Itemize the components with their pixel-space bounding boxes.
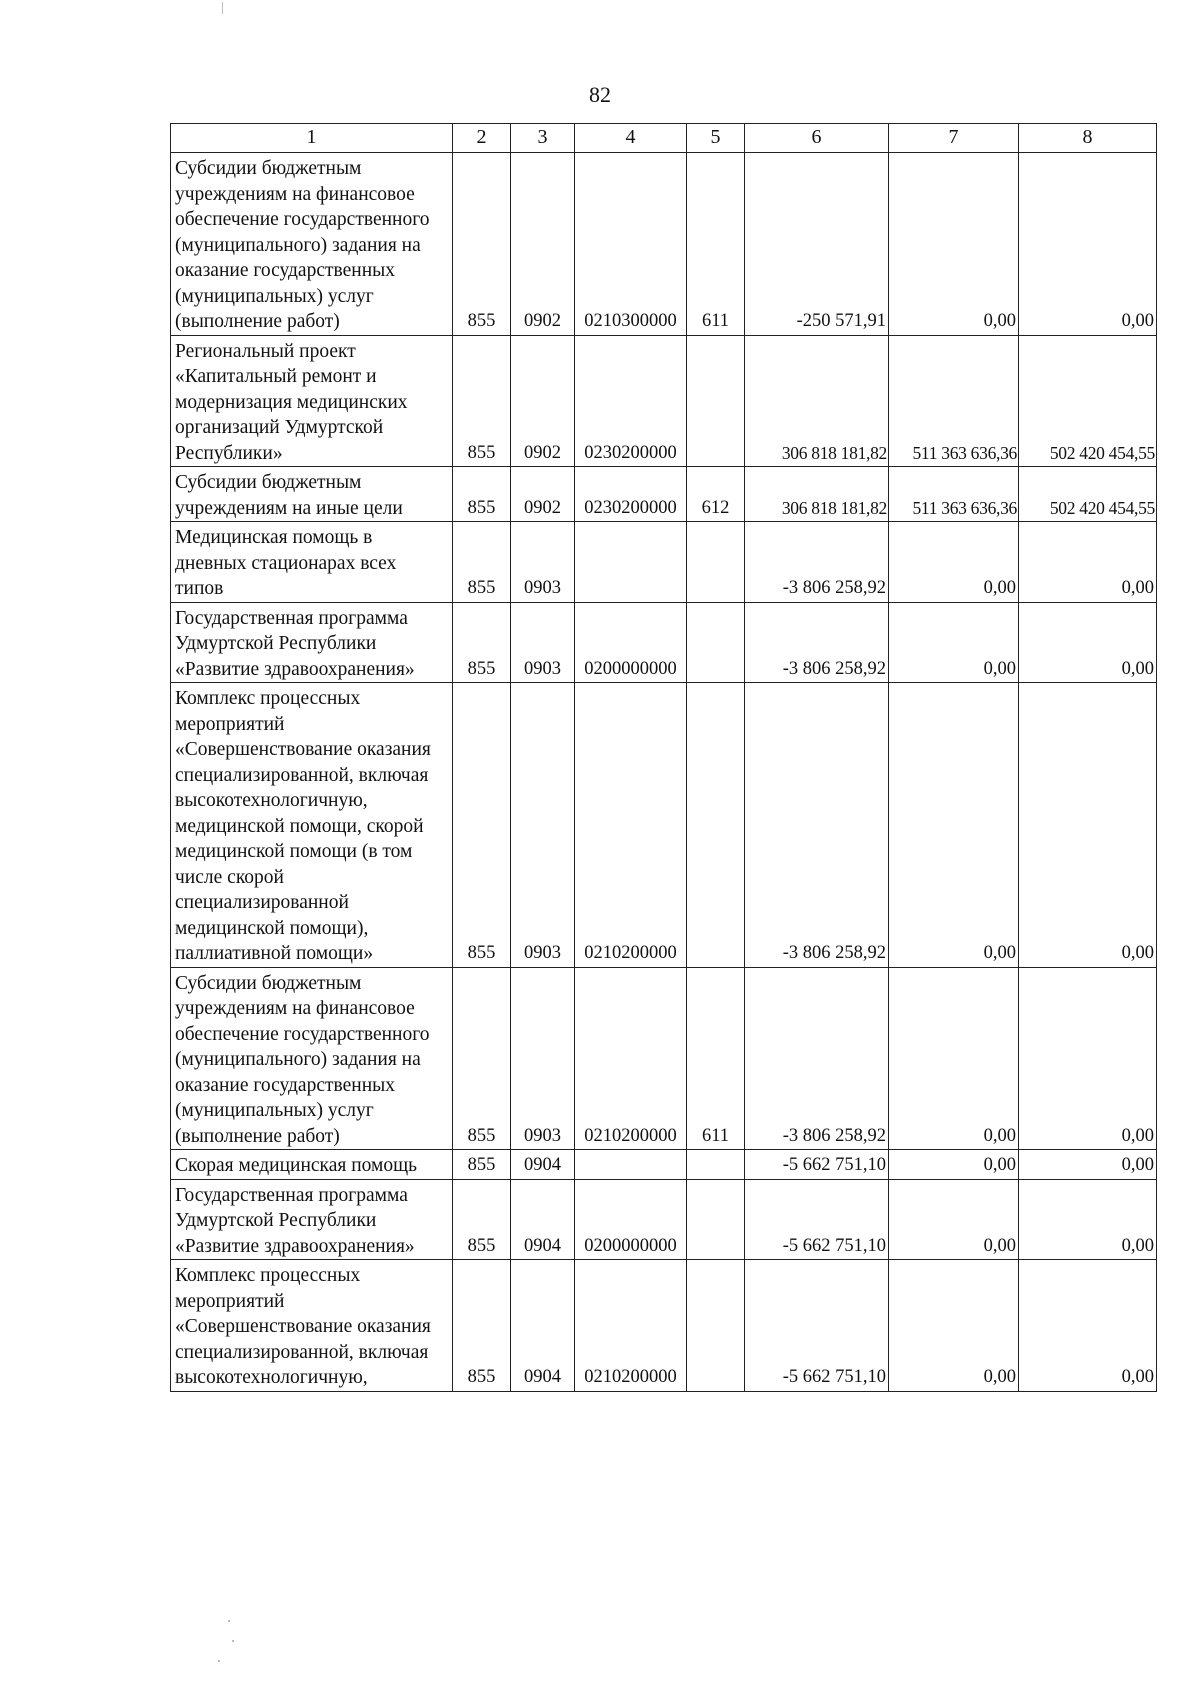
cell-ministry-code: 855 bbox=[453, 522, 511, 603]
cell-ministry-code: 855 bbox=[453, 467, 511, 522]
cell-amount-7: 0,00 bbox=[889, 1150, 1019, 1180]
row-name: Комплекс процессных мероприятий «Совершенствование оказания специализированной, включая высокотехнологичную, медицинской помощи, скорой медицинской помощи (в том числе скорой специализированной медицинской помощи), паллиативной помощи» bbox=[171, 683, 453, 968]
cell-expense-type bbox=[687, 522, 745, 603]
cell-amount-8: 0,00 bbox=[1019, 1179, 1157, 1260]
column-header: 5 bbox=[687, 124, 745, 153]
cell-amount-6: -3 806 258,92 bbox=[745, 967, 889, 1150]
cell-amount-7: 0,00 bbox=[889, 153, 1019, 336]
page-number: 82 bbox=[589, 82, 611, 107]
cell-section-code: 0904 bbox=[511, 1179, 575, 1260]
cell-amount-6: -5 662 751,10 bbox=[745, 1179, 889, 1260]
cell-expense-type: 612 bbox=[687, 467, 745, 522]
table-row bbox=[171, 467, 1157, 522]
cell-amount-7: 511 363 636,36 bbox=[889, 467, 1019, 522]
column-header: 7 bbox=[889, 124, 1019, 153]
cell-target-code bbox=[575, 1150, 687, 1180]
cell-amount-6: 306 818 181,82 bbox=[745, 335, 889, 467]
cell-ministry-code: 855 bbox=[453, 683, 511, 968]
cell-ministry-code: 855 bbox=[453, 1179, 511, 1260]
cell-amount-8: 502 420 454,55 bbox=[1019, 467, 1157, 522]
cell-expense-type bbox=[687, 1150, 745, 1180]
cell-expense-type bbox=[687, 1260, 745, 1392]
cell-target-code: 0210200000 bbox=[575, 967, 687, 1150]
table-row bbox=[171, 522, 1157, 603]
cell-target-code: 0210200000 bbox=[575, 683, 687, 968]
table-row bbox=[171, 967, 1157, 1150]
cell-amount-7: 0,00 bbox=[889, 683, 1019, 968]
cell-expense-type: 611 bbox=[687, 153, 745, 336]
cell-target-code: 0200000000 bbox=[575, 1179, 687, 1260]
column-header: 8 bbox=[1019, 124, 1157, 153]
cell-target-code bbox=[575, 522, 687, 603]
cell-ministry-code: 855 bbox=[453, 602, 511, 683]
cell-section-code: 0903 bbox=[511, 522, 575, 603]
cell-ministry-code: 855 bbox=[453, 335, 511, 467]
cell-section-code: 0902 bbox=[511, 467, 575, 522]
cell-amount-6: -5 662 751,10 bbox=[745, 1260, 889, 1392]
cell-amount-8: 0,00 bbox=[1019, 1150, 1157, 1180]
table-row bbox=[171, 1260, 1157, 1392]
table-row bbox=[171, 153, 1157, 336]
cell-amount-6: 306 818 181,82 bbox=[745, 467, 889, 522]
cell-section-code: 0902 bbox=[511, 335, 575, 467]
table-row bbox=[171, 335, 1157, 467]
column-header: 4 bbox=[575, 124, 687, 153]
cell-target-code: 0210300000 bbox=[575, 153, 687, 336]
row-name: Медицинская помощь в дневных стационарах всех типов bbox=[171, 522, 453, 603]
row-name: Субсидии бюджетным учреждениям на финансовое обеспечение государственного (муниципального) задания на оказание государственных (муниципальных) услуг (выполнение работ) bbox=[171, 967, 453, 1150]
cell-amount-6: -3 806 258,92 bbox=[745, 683, 889, 968]
scan-speck bbox=[222, 2, 223, 14]
cell-target-code: 0230200000 bbox=[575, 335, 687, 467]
table-row bbox=[171, 1150, 1157, 1180]
budget-table bbox=[170, 123, 1157, 1392]
cell-section-code: 0902 bbox=[511, 153, 575, 336]
column-header: 1 bbox=[171, 124, 453, 153]
row-name: Государственная программа Удмуртской Республики «Развитие здравоохранения» bbox=[171, 602, 453, 683]
cell-section-code: 0904 bbox=[511, 1260, 575, 1392]
cell-target-code: 0200000000 bbox=[575, 602, 687, 683]
cell-section-code: 0903 bbox=[511, 683, 575, 968]
column-header: 6 bbox=[745, 124, 889, 153]
row-name: Субсидии бюджетным учреждениям на иные цели bbox=[171, 467, 453, 522]
column-header: 2 bbox=[453, 124, 511, 153]
cell-section-code: 0903 bbox=[511, 967, 575, 1150]
cell-amount-8: 0,00 bbox=[1019, 602, 1157, 683]
cell-amount-7: 0,00 bbox=[889, 602, 1019, 683]
cell-amount-7: 0,00 bbox=[889, 1179, 1019, 1260]
header-row bbox=[171, 124, 1157, 153]
cell-expense-type bbox=[687, 602, 745, 683]
cell-ministry-code: 855 bbox=[453, 1150, 511, 1180]
cell-amount-7: 0,00 bbox=[889, 522, 1019, 603]
table-row bbox=[171, 1179, 1157, 1260]
cell-amount-6: -250 571,91 bbox=[745, 153, 889, 336]
scan-speck bbox=[228, 1620, 230, 1622]
cell-amount-8: 0,00 bbox=[1019, 967, 1157, 1150]
cell-target-code: 0210200000 bbox=[575, 1260, 687, 1392]
cell-amount-7: 0,00 bbox=[889, 1260, 1019, 1392]
scan-speck bbox=[232, 1640, 234, 1642]
cell-expense-type bbox=[687, 1179, 745, 1260]
row-name: Скорая медицинская помощь bbox=[171, 1150, 453, 1180]
cell-amount-6: -3 806 258,92 bbox=[745, 522, 889, 603]
cell-ministry-code: 855 bbox=[453, 153, 511, 336]
cell-expense-type bbox=[687, 335, 745, 467]
cell-target-code: 0230200000 bbox=[575, 467, 687, 522]
cell-amount-6: -3 806 258,92 bbox=[745, 602, 889, 683]
cell-amount-8: 502 420 454,55 bbox=[1019, 335, 1157, 467]
cell-amount-8: 0,00 bbox=[1019, 522, 1157, 603]
cell-amount-7: 511 363 636,36 bbox=[889, 335, 1019, 467]
cell-ministry-code: 855 bbox=[453, 967, 511, 1150]
cell-amount-8: 0,00 bbox=[1019, 1260, 1157, 1392]
row-name: Субсидии бюджетным учреждениям на финансовое обеспечение государственного (муниципального) задания на оказание государственных (муниципальных) услуг (выполнение работ) bbox=[171, 153, 453, 336]
row-name: Комплекс процессных мероприятий «Совершенствование оказания специализированной, включая высокотехнологичную, bbox=[171, 1260, 453, 1392]
column-header: 3 bbox=[511, 124, 575, 153]
table-row bbox=[171, 602, 1157, 683]
cell-amount-6: -5 662 751,10 bbox=[745, 1150, 889, 1180]
table-row bbox=[171, 683, 1157, 968]
row-name: Государственная программа Удмуртской Республики «Развитие здравоохранения» bbox=[171, 1179, 453, 1260]
cell-ministry-code: 855 bbox=[453, 1260, 511, 1392]
cell-amount-8: 0,00 bbox=[1019, 153, 1157, 336]
cell-expense-type: 611 bbox=[687, 967, 745, 1150]
cell-amount-8: 0,00 bbox=[1019, 683, 1157, 968]
cell-expense-type bbox=[687, 683, 745, 968]
cell-amount-7: 0,00 bbox=[889, 967, 1019, 1150]
row-name: Региональный проект «Капитальный ремонт и модернизация медицинских организаций Удмуртской Республики» bbox=[171, 335, 453, 467]
scan-speck bbox=[218, 1660, 220, 1662]
cell-section-code: 0904 bbox=[511, 1150, 575, 1180]
cell-section-code: 0903 bbox=[511, 602, 575, 683]
